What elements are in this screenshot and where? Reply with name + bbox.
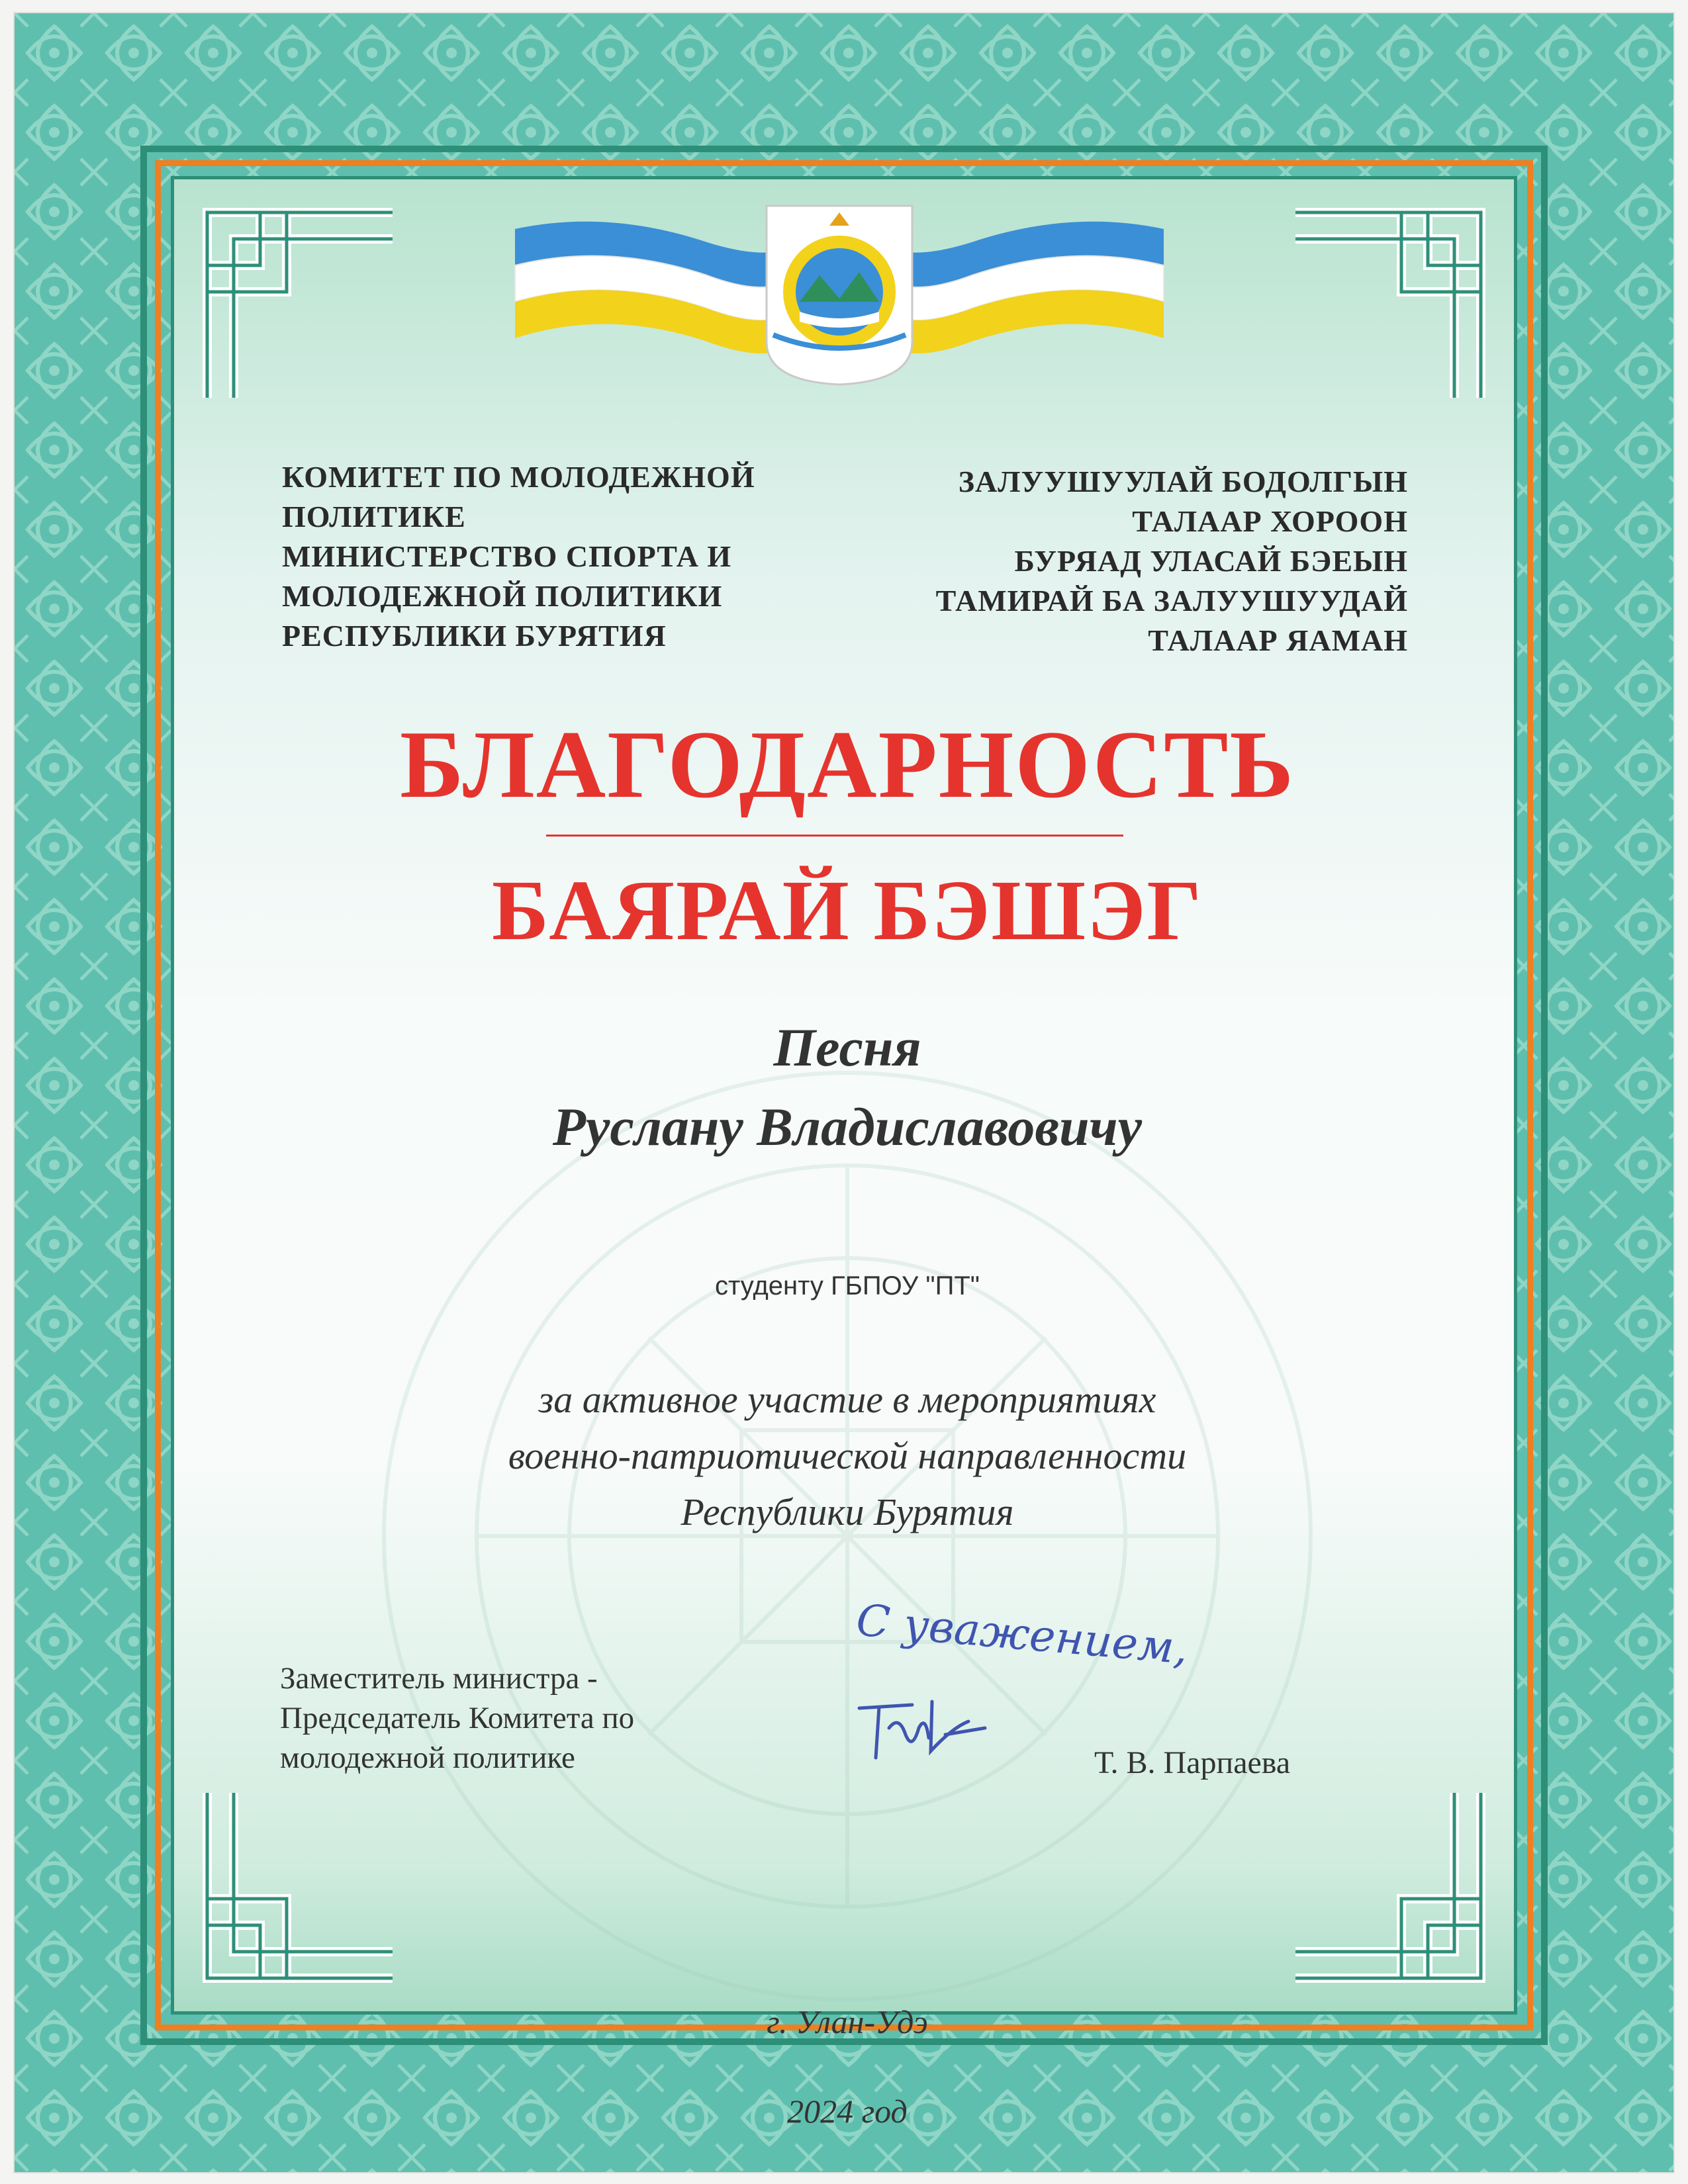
signatory-name: Т. В. Парпаева bbox=[1094, 1745, 1291, 1780]
certificate-sheet bbox=[15, 13, 1673, 2172]
org-right-line: ТАЛААР ЯАМАН bbox=[1148, 623, 1408, 657]
org-left-line: МИНИСТЕРСТВО СПОРТА И bbox=[282, 539, 732, 573]
signatory-title-line: Заместитель министра - bbox=[280, 1661, 598, 1696]
org-left-line: КОМИТЕТ ПО МОЛОДЕЖНОЙ bbox=[282, 460, 755, 494]
signatory-title-line: молодежной политике bbox=[280, 1741, 575, 1775]
reason-line: за активное участие в мероприятиях bbox=[538, 1378, 1156, 1421]
corner-ornament-top-right bbox=[1282, 199, 1494, 411]
corner-ornament-top-left bbox=[194, 199, 406, 411]
certificate-body bbox=[171, 176, 1517, 2130]
signatory-title-line: Председатель Комитета по bbox=[280, 1701, 635, 1735]
signatory-title bbox=[280, 1659, 634, 1778]
recipient-position: студенту ГБПОУ "ПТ" bbox=[715, 1271, 980, 1300]
flag-and-emblem bbox=[508, 203, 1170, 388]
issue-city: г. Улан-Удэ bbox=[767, 2003, 928, 2040]
reason-line: военно-патриотической направленности bbox=[508, 1434, 1187, 1477]
org-right-line: ТАЛААР ХОРООН bbox=[1132, 504, 1408, 538]
issue-year: 2024 год bbox=[787, 2093, 908, 2130]
certificate-title-buryat: БАЯРАЙ БЭШЭГ bbox=[491, 863, 1203, 958]
org-left-line: РЕСПУБЛИКИ БУРЯТИЯ bbox=[282, 619, 667, 653]
handwritten-note: С уважением, bbox=[854, 1594, 1190, 1674]
coat-of-arms-icon bbox=[767, 206, 912, 385]
signature-icon bbox=[853, 1688, 992, 1768]
org-left-line: МОЛОДЕЖНОЙ ПОЛИТИКИ bbox=[282, 579, 723, 613]
organization-name-russian bbox=[282, 457, 755, 656]
reason-line: Республики Бурятия bbox=[680, 1490, 1014, 1533]
certificate-title: БЛАГОДАРНОСТЬ bbox=[400, 711, 1295, 818]
org-right-line: ЗАЛУУШУУЛАЙ БОДОЛГЫН bbox=[958, 465, 1408, 498]
org-right-line: БУРЯАД УЛАСАЙ БЭЕЫН bbox=[1014, 544, 1408, 578]
org-left-line: ПОЛИТИКЕ bbox=[282, 500, 466, 533]
org-right-line: ТАМИРАЙ БА ЗАЛУУШУУДАЙ bbox=[935, 584, 1408, 617]
corner-ornament-bottom-left bbox=[194, 1780, 406, 1991]
title-divider bbox=[546, 835, 1123, 837]
recipient-given-names: Руслану Владиславовичу bbox=[552, 1097, 1143, 1157]
corner-ornament-bottom-right bbox=[1282, 1780, 1494, 1991]
recipient-surname: Песня bbox=[773, 1017, 921, 1077]
organization-name-buryat bbox=[936, 462, 1408, 660]
ornament-watermark bbox=[371, 1060, 1324, 2013]
